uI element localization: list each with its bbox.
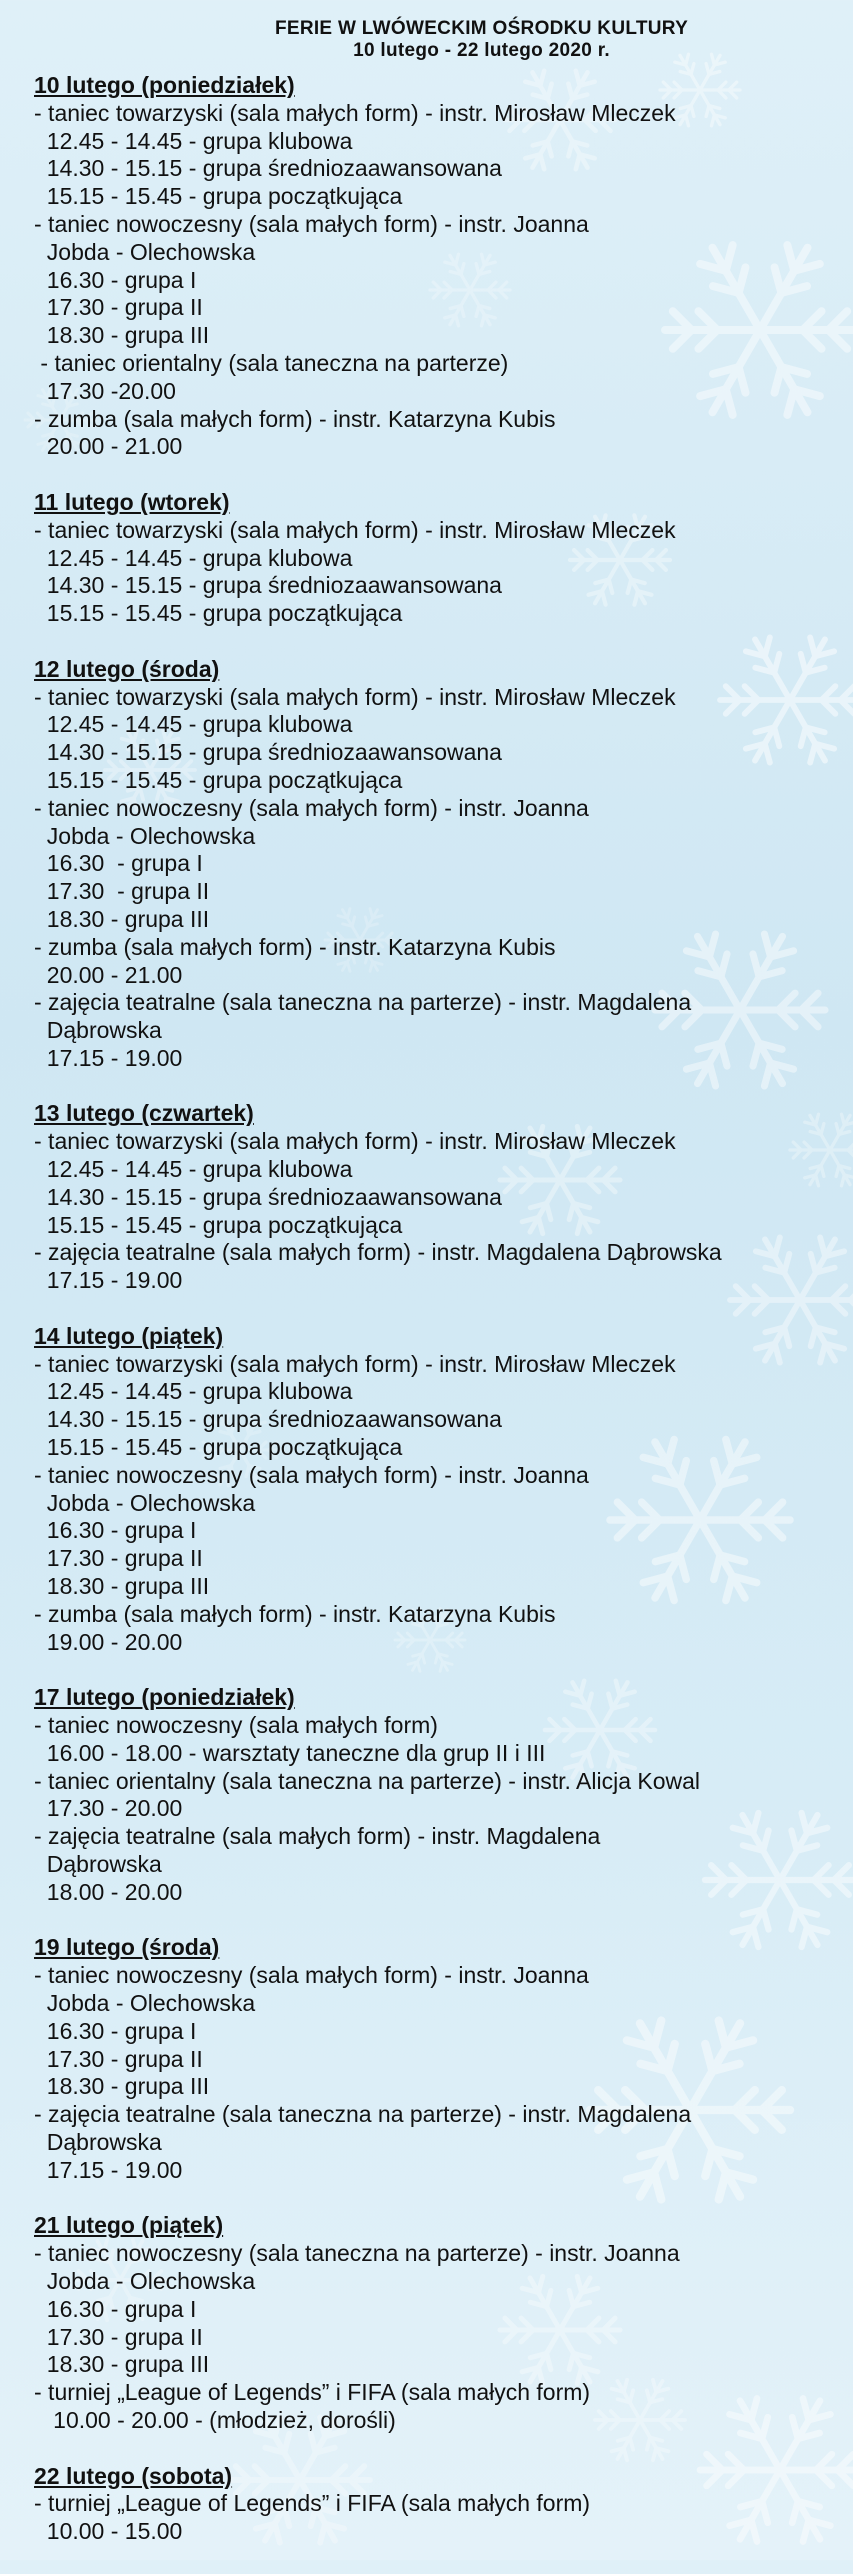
schedule-line: 12.45 - 14.45 - grupa klubowa xyxy=(34,711,353,738)
day-title: 17 lutego (poniedziałek) xyxy=(34,1684,295,1711)
schedule-line: 18.30 - grupa III xyxy=(34,1573,210,1600)
day-title: 13 lutego (czwartek) xyxy=(34,1100,254,1127)
schedule-line: 17.15 - 19.00 xyxy=(34,1267,183,1294)
schedule-line: - taniec nowoczesny (sala małych form) - instr. Joanna xyxy=(34,1461,589,1488)
poster-title: FERIE W LWÓWECKIM OŚRODKU KULTURY xyxy=(274,18,689,39)
schedule-line: - taniec nowoczesny (sala małych form) - instr. Joanna xyxy=(34,210,589,237)
schedule-line: 14.30 - 15.15 - grupa średniozaawansowana xyxy=(34,1406,502,1433)
schedule-line: Jobda - Olechowska xyxy=(34,2267,256,2294)
schedule-line: 18.30 - grupa III xyxy=(34,2073,210,2100)
schedule-line: - taniec nowoczesny (sala taneczna na parterze) - instr. Joanna xyxy=(34,2240,680,2267)
day-section xyxy=(34,72,833,461)
schedule-line: 17.15 - 19.00 xyxy=(34,1044,183,1071)
schedule-line: - taniec nowoczesny (sala małych form) xyxy=(34,1712,438,1739)
schedule-line: Jobda - Olechowska xyxy=(34,1989,256,2016)
schedule-line: 14.30 - 15.15 - grupa średniozaawansowana xyxy=(34,1183,502,1210)
day-section xyxy=(34,1684,833,1906)
schedule-line: 17.30 -20.00 xyxy=(34,377,176,404)
schedule-line: 14.30 - 15.15 - grupa średniozaawansowana xyxy=(34,739,502,766)
schedule xyxy=(34,72,833,2574)
schedule-line: - zajęcia teatralne (sala taneczna na parterze) - instr. Magdalena xyxy=(34,989,692,1016)
schedule-line: - taniec towarzyski (sala małych form) - instr. Mirosław Mleczek xyxy=(34,683,676,710)
day-title: 11 lutego (wtorek) xyxy=(34,488,230,515)
schedule-line: 16.30 - grupa I xyxy=(34,850,203,877)
schedule-line: Dąbrowska xyxy=(34,2128,162,2155)
schedule-line: 17.30 - grupa II xyxy=(34,294,203,321)
schedule-line: 16.30 - grupa I xyxy=(34,2295,197,2322)
schedule-line: - turniej „League of Legends” i FIFA (sala małych form) xyxy=(34,2490,591,2517)
schedule-line: 10.00 - 15.00 xyxy=(34,2518,183,2545)
schedule-line: 18.30 - grupa III xyxy=(34,322,210,349)
schedule-line: 12.45 - 14.45 - grupa klubowa xyxy=(34,1378,353,1405)
day-section xyxy=(34,1934,833,2184)
schedule-line: 20.00 - 21.00 xyxy=(34,433,183,460)
schedule-line: 18.30 - grupa III xyxy=(34,905,210,932)
schedule-line: - taniec orientalny (sala taneczna na parterze) xyxy=(34,349,509,376)
schedule-line: 17.30 - grupa II xyxy=(34,1545,203,1572)
day-section xyxy=(34,489,833,628)
schedule-line: 17.15 - 19.00 xyxy=(34,2156,183,2183)
poster-date-range: 10 lutego - 22 lutego 2020 r. xyxy=(353,40,610,61)
day-title: 19 lutego (środa) xyxy=(34,1934,220,1961)
schedule-line: 17.30 - grupa II xyxy=(34,2323,203,2350)
schedule-line: - zajęcia teatralne (sala małych form) - instr. Magdalena xyxy=(34,1823,601,1850)
schedule-line: Dąbrowska xyxy=(34,1017,162,1044)
schedule-line: 16.30 - grupa I xyxy=(34,1517,197,1544)
day-title: 10 lutego (poniedziałek) xyxy=(34,72,295,98)
day-title: 22 lutego (sobota) xyxy=(34,2462,233,2489)
day-section xyxy=(34,2212,833,2434)
schedule-line: - zumba (sala małych form) - instr. Katarzyna Kubis xyxy=(34,933,556,960)
schedule-line: - taniec towarzyski (sala małych form) - instr. Mirosław Mleczek xyxy=(34,99,676,126)
schedule-line: - taniec nowoczesny (sala małych form) - instr. Joanna xyxy=(34,1962,589,1989)
schedule-line: 18.30 - grupa III xyxy=(34,2351,210,2378)
schedule-line: - turniej „League of Legends” i FIFA (sala małych form) xyxy=(34,2379,591,2406)
day-section xyxy=(34,1100,833,1295)
schedule-line: 16.30 - grupa I xyxy=(34,266,197,293)
day-title: 21 lutego (piątek) xyxy=(34,2212,224,2239)
schedule-line: 12.45 - 14.45 - grupa klubowa xyxy=(34,544,353,571)
schedule-line: - zumba (sala małych form) - instr. Katarzyna Kubis xyxy=(34,1600,556,1627)
schedule-line: - zumba (sala małych form) - instr. Katarzyna Kubis xyxy=(34,405,556,432)
schedule-line: Dąbrowska xyxy=(34,1851,162,1877)
day-title: 14 lutego (piątek) xyxy=(34,1322,224,1349)
schedule-line: 19.00 - 20.00 xyxy=(34,1628,183,1655)
schedule-line: - taniec towarzyski (sala małych form) - instr. Mirosław Mleczek xyxy=(34,1350,676,1377)
schedule-line: 16.00 - 18.00 - warsztaty taneczne dla grup II i III xyxy=(34,1739,546,1766)
schedule-line: 17.30 - grupa II xyxy=(34,2045,203,2072)
day-section xyxy=(34,656,833,1073)
schedule-line: Jobda - Olechowska xyxy=(34,1489,256,1516)
schedule-line: - taniec towarzyski (sala małych form) - instr. Mirosław Mleczek xyxy=(34,1128,676,1155)
schedule-line: 14.30 - 15.15 - grupa średniozaawansowana xyxy=(34,572,502,599)
schedule-line: Jobda - Olechowska xyxy=(34,238,256,265)
schedule-line: 12.45 - 14.45 - grupa klubowa xyxy=(34,1156,353,1183)
day-title: 12 lutego (środa) xyxy=(34,655,220,682)
schedule-line: 12.45 - 14.45 - grupa klubowa xyxy=(34,127,353,154)
schedule-line: Jobda - Olechowska xyxy=(34,822,256,849)
schedule-line: 17.30 - 20.00 xyxy=(34,1795,183,1822)
schedule-line: - taniec towarzyski (sala małych form) - instr. Mirosław Mleczek xyxy=(34,516,676,543)
schedule-line: - zajęcia teatralne (sala taneczna na parterze) - instr. Magdalena xyxy=(34,2101,692,2128)
schedule-line: 15.15 - 15.45 - grupa początkująca xyxy=(34,600,403,627)
schedule-line: 20.00 - 21.00 xyxy=(34,961,183,988)
schedule-line: 10.00 - 20.00 - (młodzież, dorośli) xyxy=(34,2406,396,2433)
schedule-line: 15.15 - 15.45 - grupa początkująca xyxy=(34,183,403,210)
schedule-line: 15.15 - 15.45 - grupa początkująca xyxy=(34,1434,403,1461)
schedule-line: - zajęcia teatralne (sala małych form) - instr. Magdalena Dąbrowska xyxy=(34,1239,722,1266)
day-section xyxy=(34,2463,833,2546)
schedule-line: - taniec orientalny (sala taneczna na parterze) - instr. Alicja Kowal xyxy=(34,1767,701,1794)
schedule-line: 17.30 - grupa II xyxy=(34,878,210,905)
schedule-line: 15.15 - 15.45 - grupa początkująca xyxy=(34,766,403,793)
schedule-line: 14.30 - 15.15 - grupa średniozaawansowana xyxy=(34,155,502,182)
schedule-line: 18.00 - 20.00 xyxy=(34,1878,183,1905)
schedule-line: 15.15 - 15.45 - grupa początkująca xyxy=(34,1211,403,1238)
schedule-line: - taniec nowoczesny (sala małych form) - instr. Joanna xyxy=(34,794,589,821)
schedule-line: 16.30 - grupa I xyxy=(34,2017,197,2044)
day-section xyxy=(34,1323,833,1657)
